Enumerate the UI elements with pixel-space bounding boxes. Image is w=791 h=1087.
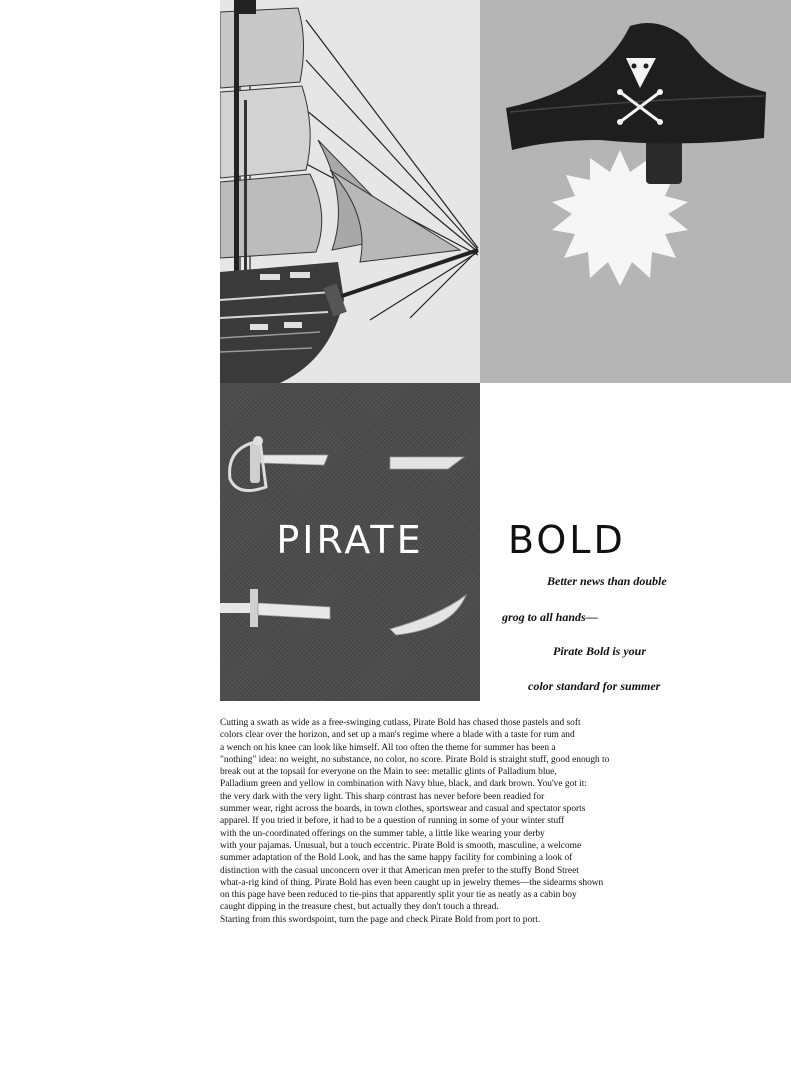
body-line: on this page have been reduced to tie-pins that apparently split your tie as neatly as a cabin boy	[220, 890, 577, 901]
body-line: Cutting a swath as wide as a free-swinging cutlass, Pirate Bold has chased those pastels and soft	[220, 718, 581, 728]
ship-illustration	[220, 0, 480, 383]
body-line: "nothing" idea: no weight, no substance, no color, no score. Pirate Bold is straight stuff, good enough to	[220, 754, 610, 765]
body-line: distinction with the casual unconcern over it that American men prefer to the stuffy Bond Street	[220, 865, 579, 876]
pirate-hat-illustration	[480, 0, 791, 383]
body-line: colors clear over the horizon, and set up a man's regime where a blade with a taste for rum and	[220, 730, 575, 741]
body-line: summer wear, right across the boards, in town clothes, sportswear and casual and spectator sports	[220, 804, 586, 815]
body-line: a wench on his knee can look like himself. All too often the theme for summer has been a	[220, 742, 556, 753]
headline-pirate: PIRATE	[276, 518, 424, 562]
body-line: break out at the topsail for everyone on the Main to see: metallic glints of Palladium blue,	[220, 767, 557, 778]
tagline-line-2: grog to all hands—	[502, 610, 598, 624]
body-line: summer adaptation of the Bold Look, and has the same happy facility for combining a look of	[220, 853, 573, 864]
body-line: apparel. If you tried it before, it had to be a question of running in some of your winter stuff	[220, 816, 565, 827]
tagline-line-1: Better news than double	[547, 574, 667, 588]
tagline-line-4: color standard for summer	[528, 679, 661, 693]
body-line: with the un-coordinated offerings on the summer table, a little like wearing your derby	[220, 828, 545, 839]
scimitar-tie-pin-icon	[390, 595, 466, 635]
body-line: Palladium green and yellow in combination with Navy blue, black, and dark brown. You've got it:	[220, 779, 587, 790]
body-line: what-a-rig kind of thing. Pirate Bold has even been caught up in jewelry themes—the sidearms shown	[220, 877, 604, 888]
sailing-ship-icon	[220, 0, 480, 383]
body-line: Starting from this swordspoint, turn the page and check Pirate Bold from port to port.	[220, 914, 541, 925]
pirate-hat-icon	[480, 0, 791, 383]
headline-bold: BOLD	[508, 518, 626, 562]
body-line: caught dipping in the treasure chest, but actually they don't touch a thread.	[220, 902, 499, 913]
dagger-tie-pin-icon	[220, 589, 330, 627]
cutlass-tie-pin-icon	[230, 436, 328, 491]
body-line: the very dark with the very light. This sharp contrast has never before been readied for	[220, 791, 545, 802]
blade-tie-pin-icon	[390, 457, 464, 469]
body-copy	[220, 717, 720, 926]
body-line: with your pajamas. Unusual, but a touch eccentric. Pirate Bold is smooth, masculine, a welcome	[220, 840, 582, 851]
tagline-line-3: Pirate Bold is your	[553, 644, 647, 658]
